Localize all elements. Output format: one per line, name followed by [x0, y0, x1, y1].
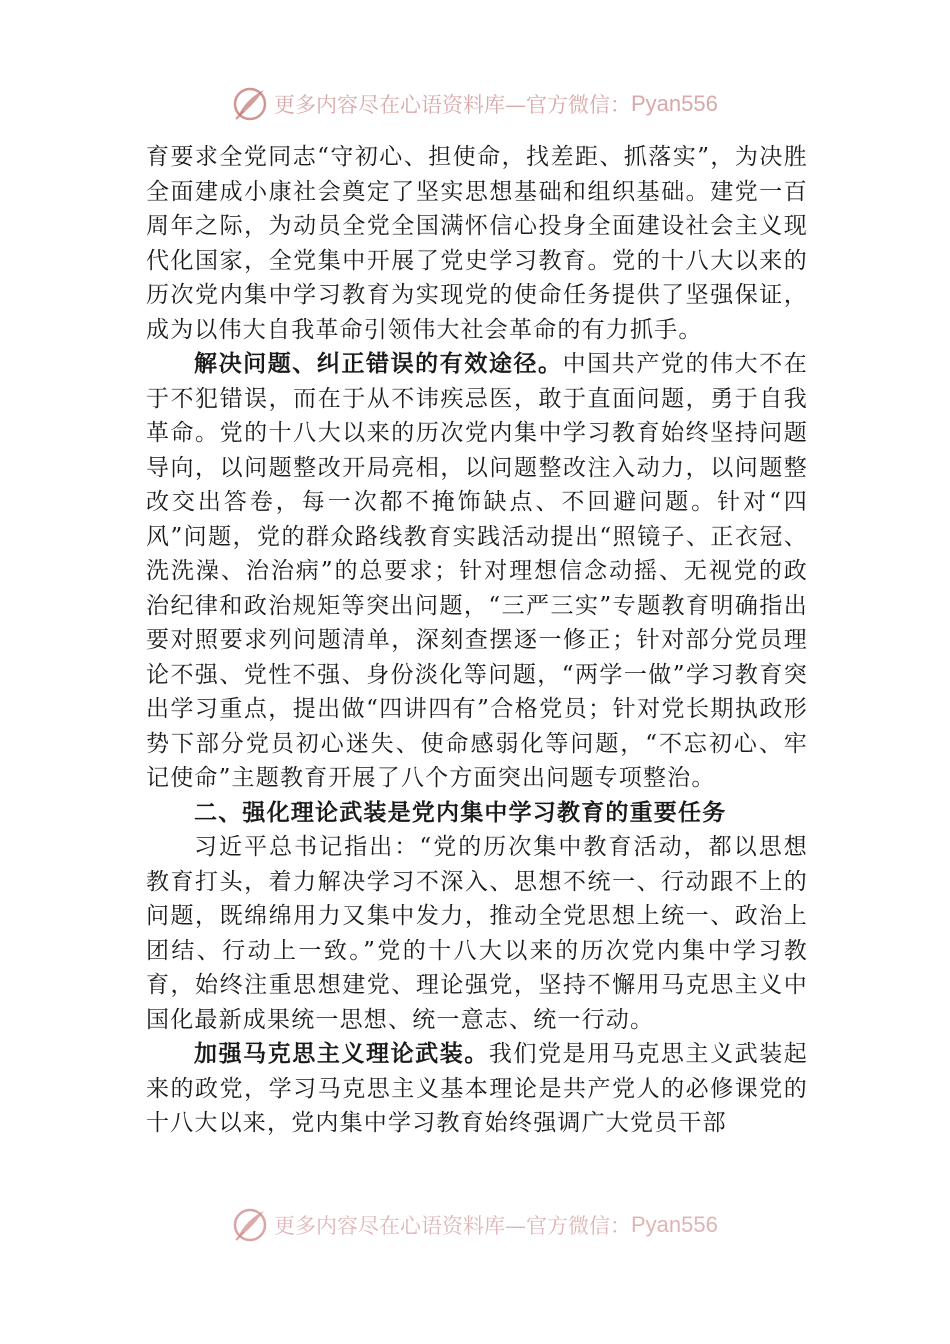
paragraph-1	[146, 140, 808, 347]
watermark-wechat-id: Pyan556	[631, 1212, 718, 1237]
paragraph-3-text: 习近平总书记指出：“党的历次集中教育活动，都以思想教育打头，着力解决学习不深入、思想不统一、行动跟不上的问题，既绵绵用力又集中发力，推动全党思想上统一、政治上团结、行动上一致。”党的十八大以来的历次党内集中学习教育，始终注重思想建党、理论强党，坚持不懈用马克思主义中国化最新成果统一思想、统一意志、统一行动。	[146, 834, 808, 1033]
paragraph-2-lead: 解决问题、纠正错误的有效途径。	[194, 350, 563, 377]
paragraph-4-lead: 加强马克思主义理论武装。	[194, 1040, 489, 1067]
quill-logo-icon	[230, 1205, 270, 1245]
watermark-footer	[230, 1205, 718, 1245]
watermark-text: 更多内容尽在心语资料库—官方微信：	[274, 1214, 631, 1238]
watermark-wechat-id: Pyan556	[631, 91, 718, 116]
paragraph-4	[146, 1037, 808, 1141]
document-body	[146, 140, 808, 1141]
quill-logo-icon	[230, 84, 270, 124]
paragraph-1-text: 育要求全党同志“守初心、担使命，找差距、抓落实”，为决胜全面建成小康社会奠定了坚实思想基础和组织基础。建党一百周年之际，为动员全党全国满怀信心投身全面建设社会主义现代化国家，全党集中开展了党史学习教育。党的十八大以来的历次党内集中学习教育为实现党的使命任务提供了坚强保证，成为以伟大自我革命引领伟大社会革命的有力抓手。	[146, 144, 808, 343]
paragraph-4-text: 我们党是用马克思主义武装起来的政党，学习马克思主义基本理论是共产党人的必修课党的十八大以来，党内集中学习教育始终强调广大党员干部	[146, 1041, 808, 1136]
watermark-header	[230, 84, 718, 124]
paragraph-3	[146, 830, 808, 1037]
paragraph-2	[146, 347, 808, 796]
section-heading-2: 二、强化理论武装是党内集中学习教育的重要任务	[194, 798, 727, 826]
paragraph-2-text: 中国共产党的伟大不在于不犯错误，而在于从不讳疾忌医，敢于直面问题，勇于自我革命。党的十八大以来的历次党内集中学习教育始终坚持问题导向，以问题整改开局亮相，以问题整改注入动力，以问题整改交出答卷，每一次都不掩饰缺点、不回避问题。针对“四风”问题，党的群众路线教育实践活动提出“照镜子、正衣冠、洗洗澡、治治病”的总要求；针对理想信念动摇、无视党的政治纪律和政治规矩等突出问题，“三严三实”专题教育明确指出要对照要求列问题清单，深刻查摆逐一修正；针对部分党员理论不强、党性不强、身份淡化等问题，“两学一做”学习教育突出学习重点，提出做“四讲四有”合格党员；针对党长期执政形势下部分党员初心迷失、使命感弱化等问题，“不忘初心、牢记使命”主题教育开展了八个方面突出问题专项整治。	[146, 351, 808, 791]
watermark-text: 更多内容尽在心语资料库—官方微信：	[274, 93, 631, 117]
